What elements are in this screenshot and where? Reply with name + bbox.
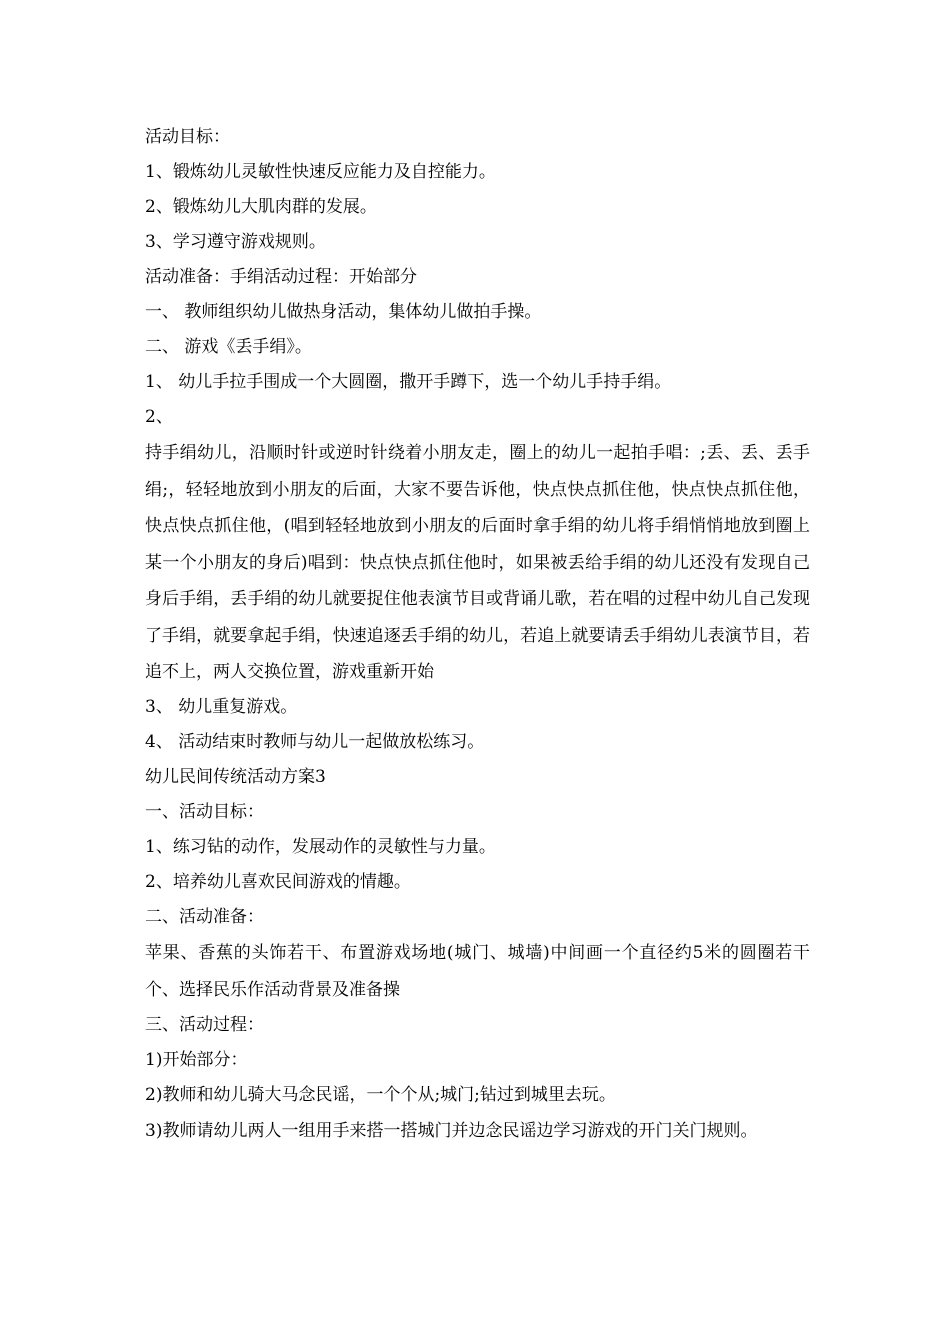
goal-2-item-1: 1、练习钻的动作，发展动作的灵敏性与力量。 <box>145 837 496 857</box>
game-step-4: 4、 活动结束时教师与幼儿一起做放松练习。 <box>145 732 485 752</box>
document-body <box>145 120 810 1186</box>
heading-preparation-2: 二、活动准备： <box>145 907 264 927</box>
goal-item-2: 2、锻炼幼儿大肌肉群的发展。 <box>145 197 377 217</box>
heading-activity-goals: 活动目标： <box>145 127 230 147</box>
goal-item-3: 3、学习遵守游戏规则。 <box>145 232 326 252</box>
game-step-3: 3、 幼儿重复游戏。 <box>145 697 298 717</box>
process-step-3: 3)教师请幼儿两人一组用手来搭一搭城门并边念民谣边学习游戏的开门关门规则。 <box>145 1121 758 1141</box>
game-rules-paragraph: 持手绢幼儿，沿顺时针或逆时针绕着小朋友走，圈上的幼儿一起拍手唱：;丢、丢、丢手绢;，轻轻地放到小朋友的后面，大家不要告诉他，快点快点抓住他，快点快点抓住他，快点快点抓住他，(唱到轻轻地放到小朋友的后面时拿手绢的幼儿将手绢悄悄地放到圈上某一个小朋友的身后)唱到：快点快点抓住他时，如果被丢给手绢的幼儿还没有发现自己身后手绢，丢手绢的幼儿就要捉住他表演节目或背诵儿歌，若在唱的过程中幼儿自己发现了手绢，就要拿起手绢，快速追逐丢手绢的幼儿，若追上就要请丢手绢幼儿表演节目，若追不上，两人交换位置，游戏重新开始 <box>145 443 810 682</box>
game-step-1: 1、 幼儿手拉手围成一个大圆圈，撒开手蹲下，选一个幼儿手持手绢。 <box>145 372 672 392</box>
goal-item-1: 1、锻炼幼儿灵敏性快速反应能力及自控能力。 <box>145 162 496 182</box>
heading-process: 三、活动过程： <box>145 1015 264 1035</box>
section-title-plan-3: 幼儿民间传统活动方案3 <box>145 767 326 787</box>
process-step-1: 1)开始部分： <box>145 1050 248 1070</box>
preparation-paragraph: 苹果、香蕉的头饰若干、布置游戏场地(城门、城墙)中间画一个直径约5米的圆圈若干个、选择民乐作活动背景及准备操 <box>145 943 810 1000</box>
goal-2-item-2: 2、培养幼儿喜欢民间游戏的情趣。 <box>145 872 411 892</box>
game-step-2-label: 2、 <box>145 407 173 427</box>
preparation-line: 活动准备：手绢活动过程：开始部分 <box>145 267 417 287</box>
step-two: 二、 游戏《丢手绢》。 <box>145 337 312 357</box>
step-one: 一、 教师组织幼儿做热身活动，集体幼儿做拍手操。 <box>145 302 542 322</box>
heading-goals-2: 一、活动目标： <box>145 802 264 822</box>
process-step-2: 2)教师和幼儿骑大马念民谣，一个个从;城门;钻过到城里去玩。 <box>145 1085 616 1105</box>
